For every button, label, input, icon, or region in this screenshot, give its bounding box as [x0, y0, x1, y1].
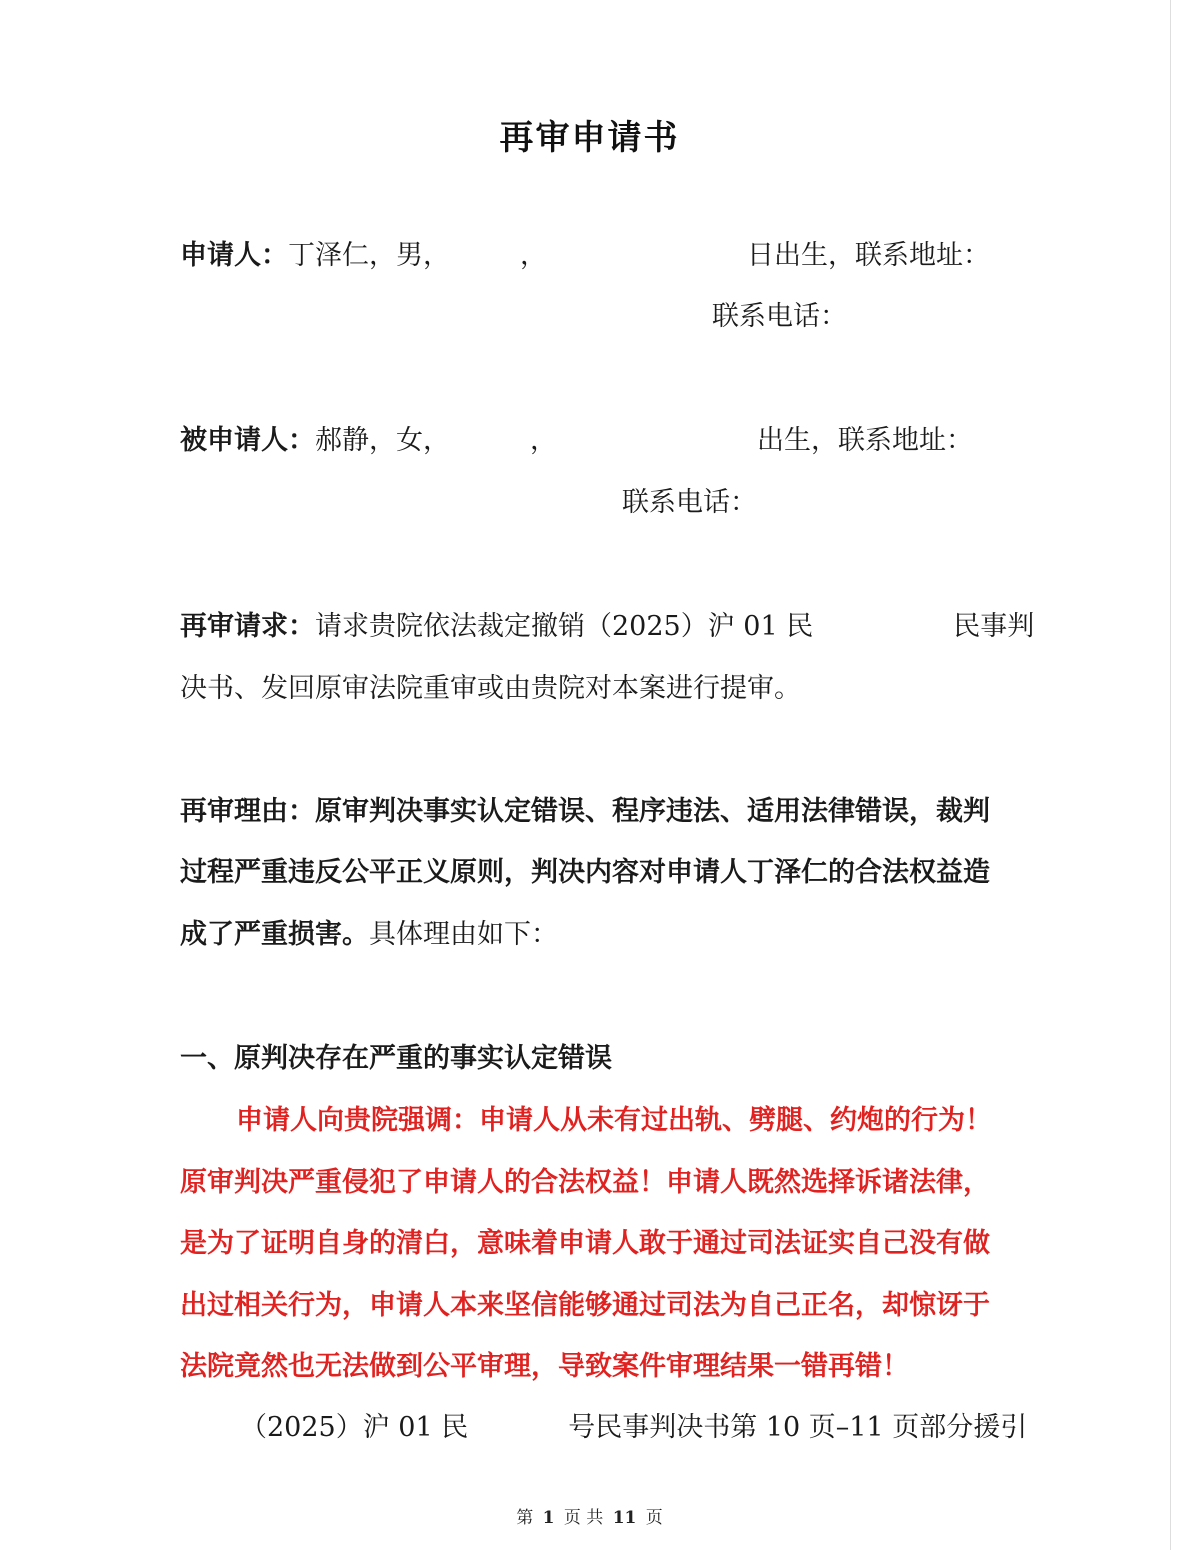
reasons-line-3	[180, 917, 558, 953]
respondent-label: 被申请人：	[180, 425, 315, 456]
reasons-line-3-bold: 成了严重损害。	[180, 919, 369, 950]
citation-tail: 号民事判决书第 10 页–11 页部分援引	[568, 1412, 1028, 1443]
reasons-label: 再审理由：	[180, 796, 315, 827]
request-line-1	[180, 609, 1034, 645]
applicant-line-1	[180, 238, 990, 274]
request-label: 再审请求：	[180, 611, 315, 642]
applicant-label: 申请人：	[180, 240, 288, 271]
respondent-birth-address: 出生，联系地址：	[757, 425, 973, 456]
applicant-birth-address: 日出生，联系地址：	[747, 240, 990, 271]
applicant-line-2	[712, 299, 847, 335]
reasons-line-1	[180, 794, 990, 830]
request-text: 请求贵院依法裁定撤销（2025）沪 01 民	[315, 611, 814, 642]
applicant-phone-label: 联系电话：	[712, 301, 847, 332]
respondent-comma: ，	[530, 425, 557, 456]
citation-line	[240, 1410, 1027, 1446]
reasons-line-3-normal: 具体理由如下：	[369, 919, 558, 950]
red-line-1: 申请人向贵院强调：申请人从未有过出轨、劈腿、约炮的行为！	[236, 1105, 992, 1136]
footer-prefix: 第	[516, 1508, 534, 1528]
applicant-comma: ，	[520, 240, 547, 271]
footer-middle: 页 共	[563, 1508, 604, 1528]
respondent-phone-label: 联系电话：	[622, 487, 757, 518]
red-line-4: 出过相关行为，申请人本来坚信能够通过司法为自己正名，却惊讶于	[180, 1290, 990, 1321]
footer-page-number: 1	[542, 1508, 555, 1528]
footer-suffix: 页	[645, 1508, 663, 1528]
applicant-info: 丁泽仁，男，	[288, 240, 450, 271]
reasons-text: 原审判决事实认定错误、程序违法、适用法律错误，裁判	[315, 796, 990, 827]
respondent-line-1	[180, 423, 973, 459]
footer-total-pages: 11	[612, 1508, 637, 1528]
page-edge-line	[1170, 0, 1171, 1550]
request-text-tail: 民事判	[953, 611, 1035, 642]
red-line-5: 法院竟然也无法做到公平审理，导致案件审理结果一错再错！	[180, 1351, 909, 1382]
document-title: 再审申请书	[499, 118, 680, 158]
respondent-info: 郝静，女，	[315, 425, 450, 456]
red-line-2: 原审判决严重侵犯了申请人的合法权益！申请人既然选择诉诸法律，	[180, 1167, 990, 1198]
reasons-line-2: 过程严重违反公平正义原则，判决内容对申请人丁泽仁的合法权益造	[180, 857, 990, 888]
section-1-heading: 一、原判决存在严重的事实认定错误	[180, 1043, 612, 1074]
red-line-3: 是为了证明自身的清白，意味着申请人敢于通过司法证实自己没有做	[180, 1228, 990, 1259]
citation-case-number: （2025）沪 01 民	[240, 1412, 469, 1443]
respondent-line-2	[622, 485, 757, 521]
page-footer	[0, 1503, 1179, 1528]
request-line-2: 决书、发回原审法院重审或由贵院对本案进行提审。	[180, 673, 801, 704]
